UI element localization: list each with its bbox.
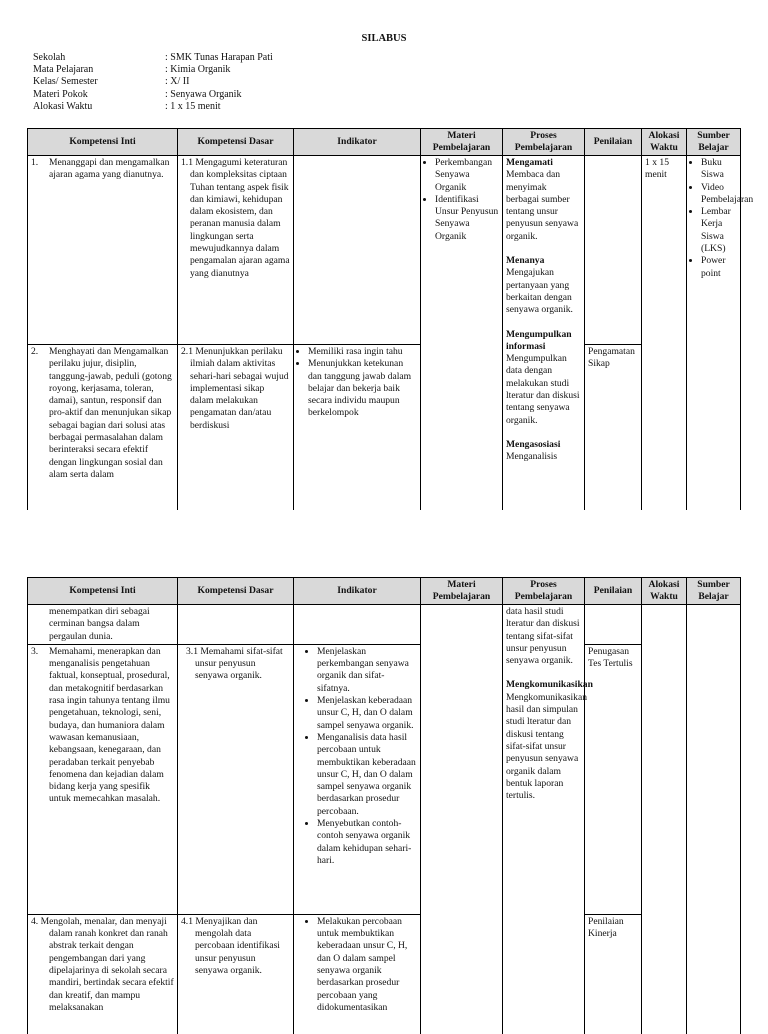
indikator-cell xyxy=(294,156,421,345)
kd-cell xyxy=(178,605,294,645)
list-item: • Memiliki rasa ingin tahu xyxy=(308,346,417,358)
list-item: • Menganalisis data hasil percobaan untuk membuktikan keberadaan unsur C, H, dan O dalam sampel senyawa organik berdasarkan prosedur percobaan. xyxy=(317,732,417,818)
table-header xyxy=(28,578,741,605)
table-row xyxy=(28,605,741,645)
header-sumber: Sumber Belajar xyxy=(687,578,741,605)
header-sumber: Sumber Belajar xyxy=(687,129,741,156)
alokasi-cell xyxy=(642,605,687,1034)
header-materi: Materi Pembelajaran xyxy=(421,578,503,605)
list-item: • Menjelaskan keberadaan unsur C, H, dan O dalam sampel senyawa organik. xyxy=(317,695,417,732)
info-row-subject: Mata Pelajaran : Kimia Organik xyxy=(33,64,273,76)
sumber-cell xyxy=(687,156,741,510)
header-alokasi: Alokasi Waktu xyxy=(642,578,687,605)
penilaian-cell xyxy=(585,156,642,345)
sumber-cell xyxy=(687,605,741,1034)
header-alokasi: Alokasi Waktu xyxy=(642,129,687,156)
table-row xyxy=(28,345,741,510)
list-item: • Melakukan percobaan untuk membuktikan keberadaan unsur C, H, dan O dalam sampel senyawa organik berdasarkan prosedur percobaan yang didokumentasikan xyxy=(317,916,417,1014)
penilaian-cell: Penugasan Tes Tertulis xyxy=(585,644,642,914)
header-proses: Proses Pembelajaran xyxy=(503,578,585,605)
table-row xyxy=(28,914,741,1034)
kd-cell: 3.1 Memahami sifat-sifat unsur penyusun senyawa organik. xyxy=(178,644,294,914)
header-penilaian: Penilaian xyxy=(585,129,642,156)
header-kd: Kompetensi Dasar xyxy=(178,129,294,156)
identity-block xyxy=(33,52,273,113)
list-item: • Buku Siswa xyxy=(701,157,737,182)
proses-cell: Mengamati Membaca dan menyimak berbagai sumber tentang unsur penyusun senyawa organik. Menanya Mengajukan pertanyaan yang berkaitan dengan senyawa organik. Mengumpulkan informasi Mengumpulkan data dengan melakukan studi lteratur dan diskusi tentang senyawa organik. Mengasosiasi Menganalisis xyxy=(503,156,585,510)
indikator-cell xyxy=(294,345,421,510)
list-item: • Menjelaskan perkembangan senyawa organik dan sifat-sifatnya. xyxy=(317,646,417,695)
list-item: • Perkembangan Senyawa Organik xyxy=(435,157,499,194)
syllabus-table-1 xyxy=(27,128,741,510)
info-row-school: Sekolah : SMK Tunas Harapan Pati xyxy=(33,52,273,64)
proses-cell: data hasil studi lteratur dan diskusi tentang sifat-sifat unsur penyusun senyawa organik. Mengkomunikasikan Mengkomunikasikan hasil dan simpulan studi lteratur dan diskusi tentang sifat-sifat unsur penyusun senyawa organik dalam bentuk laporan tertulis. xyxy=(503,605,585,1034)
kd-cell: 1.1 Mengagumi keteraturan dan kompleksitas ciptaan Tuhan tentang aspek fisik dan kimiawi, kehidupan dalam ekosistem, dan peranan manusia dalam lingkungan serta mewujudkannya dalam pengamalan ajaran agama yang dianutnya xyxy=(178,156,294,345)
list-item: • Lembar Kerja Siswa (LKS) xyxy=(701,206,737,255)
header-penilaian: Penilaian xyxy=(585,578,642,605)
syllabus-table-2 xyxy=(27,577,741,1034)
indikator-cell xyxy=(294,644,421,914)
header-indikator: Indikator xyxy=(294,578,421,605)
document-title: SILABUS xyxy=(0,33,768,45)
list-item: • Menunjukkan ketekunan dan tanggung jawab dalam belajar dan bekerja baik secara individu maupun berkelompok xyxy=(308,358,417,419)
kd-cell: 2.1 Menunjukkan perilaku ilmiah dalam aktivitas sehari-hari sebagai wujud implementasi sikap dalam melakukan pengamatan dan/atau berdiskusi xyxy=(178,345,294,510)
table-header xyxy=(28,129,741,156)
kd-cell: 4.1 Menyajikan dan mengolah data percobaan identifikasi unsur penyusun senyawa organik. xyxy=(178,914,294,1034)
header-indikator: Indikator xyxy=(294,129,421,156)
list-item: • Menyebutkan contoh-contoh senyawa organik dalam kehidupan sehari-hari. xyxy=(317,818,417,867)
ki-cell: 1. Menanggapi dan mengamalkan ajaran agama yang dianutnya. xyxy=(28,156,178,345)
table-row xyxy=(28,156,741,345)
ki-cell: 3. Memahami, menerapkan dan menganalisis pengetahuan faktual, konseptual, prosedural, dan metakognitif berdasarkan rasa ingin tahunya tentang ilmu pengetahuan, teknologi, seni, budaya, dan humaniora dalam wawasan kemanusiaan, kebangsaan, kenegaraan, dan peradaban terkait penyebab fenomena dan kejadian dalam bidang kerja yang spesifik untuk memecahkan masalah. xyxy=(28,644,178,914)
ki-cell: 4. Mengolah, menalar, dan menyaji dalam ranah konkret dan ranah abstrak terkait dengan pengembangan dari yang dipelajarinya di sekolah secara mandiri, bertindak secara efektif dan kreatif, dan mampu melaksanakan xyxy=(28,914,178,1034)
ki-cell: menempatkan diri sebagai cerminan bangsa dalam pergaulan dunia. xyxy=(28,605,178,645)
header-ki: Kompetensi Inti xyxy=(28,578,178,605)
header-ki: Kompetensi Inti xyxy=(28,129,178,156)
penilaian-cell xyxy=(585,605,642,645)
penilaian-cell: Penilaian Kinerja xyxy=(585,914,642,1034)
indikator-cell xyxy=(294,914,421,1034)
header-kd: Kompetensi Dasar xyxy=(178,578,294,605)
header-proses: Proses Pembelajaran xyxy=(503,129,585,156)
indikator-cell xyxy=(294,605,421,645)
materi-cell xyxy=(421,605,503,1034)
info-row-time: Alokasi Waktu : 1 x 15 menit xyxy=(33,101,273,113)
info-row-topic: Materi Pokok : Senyawa Organik xyxy=(33,89,273,101)
penilaian-cell: Pengamatan Sikap xyxy=(585,345,642,510)
header-materi: Materi Pembelajaran xyxy=(421,129,503,156)
ki-cell: 2. Menghayati dan Mengamalkan perilaku jujur, disiplin, tanggung-jawab, peduli (gotong royong, kerjasama, toleran, damai), santun, responsif dan pro-aktif dan menunjukan sikap sebagai bagian dari solusi atas berbagai permasalahan dalam berinteraksi secara efektif dengan lingkungan sosial dan alam serta dalam xyxy=(28,345,178,510)
alokasi-cell: 1 x 15 menit xyxy=(642,156,687,510)
list-item: • Identifikasi Unsur Penyusun Senyawa Organik xyxy=(435,194,499,243)
table-row xyxy=(28,644,741,914)
list-item: • Video Pembelajaran xyxy=(701,182,737,207)
list-item: • Power point xyxy=(701,255,737,280)
info-row-class: Kelas/ Semester : X/ II xyxy=(33,76,273,88)
materi-cell xyxy=(421,156,503,510)
